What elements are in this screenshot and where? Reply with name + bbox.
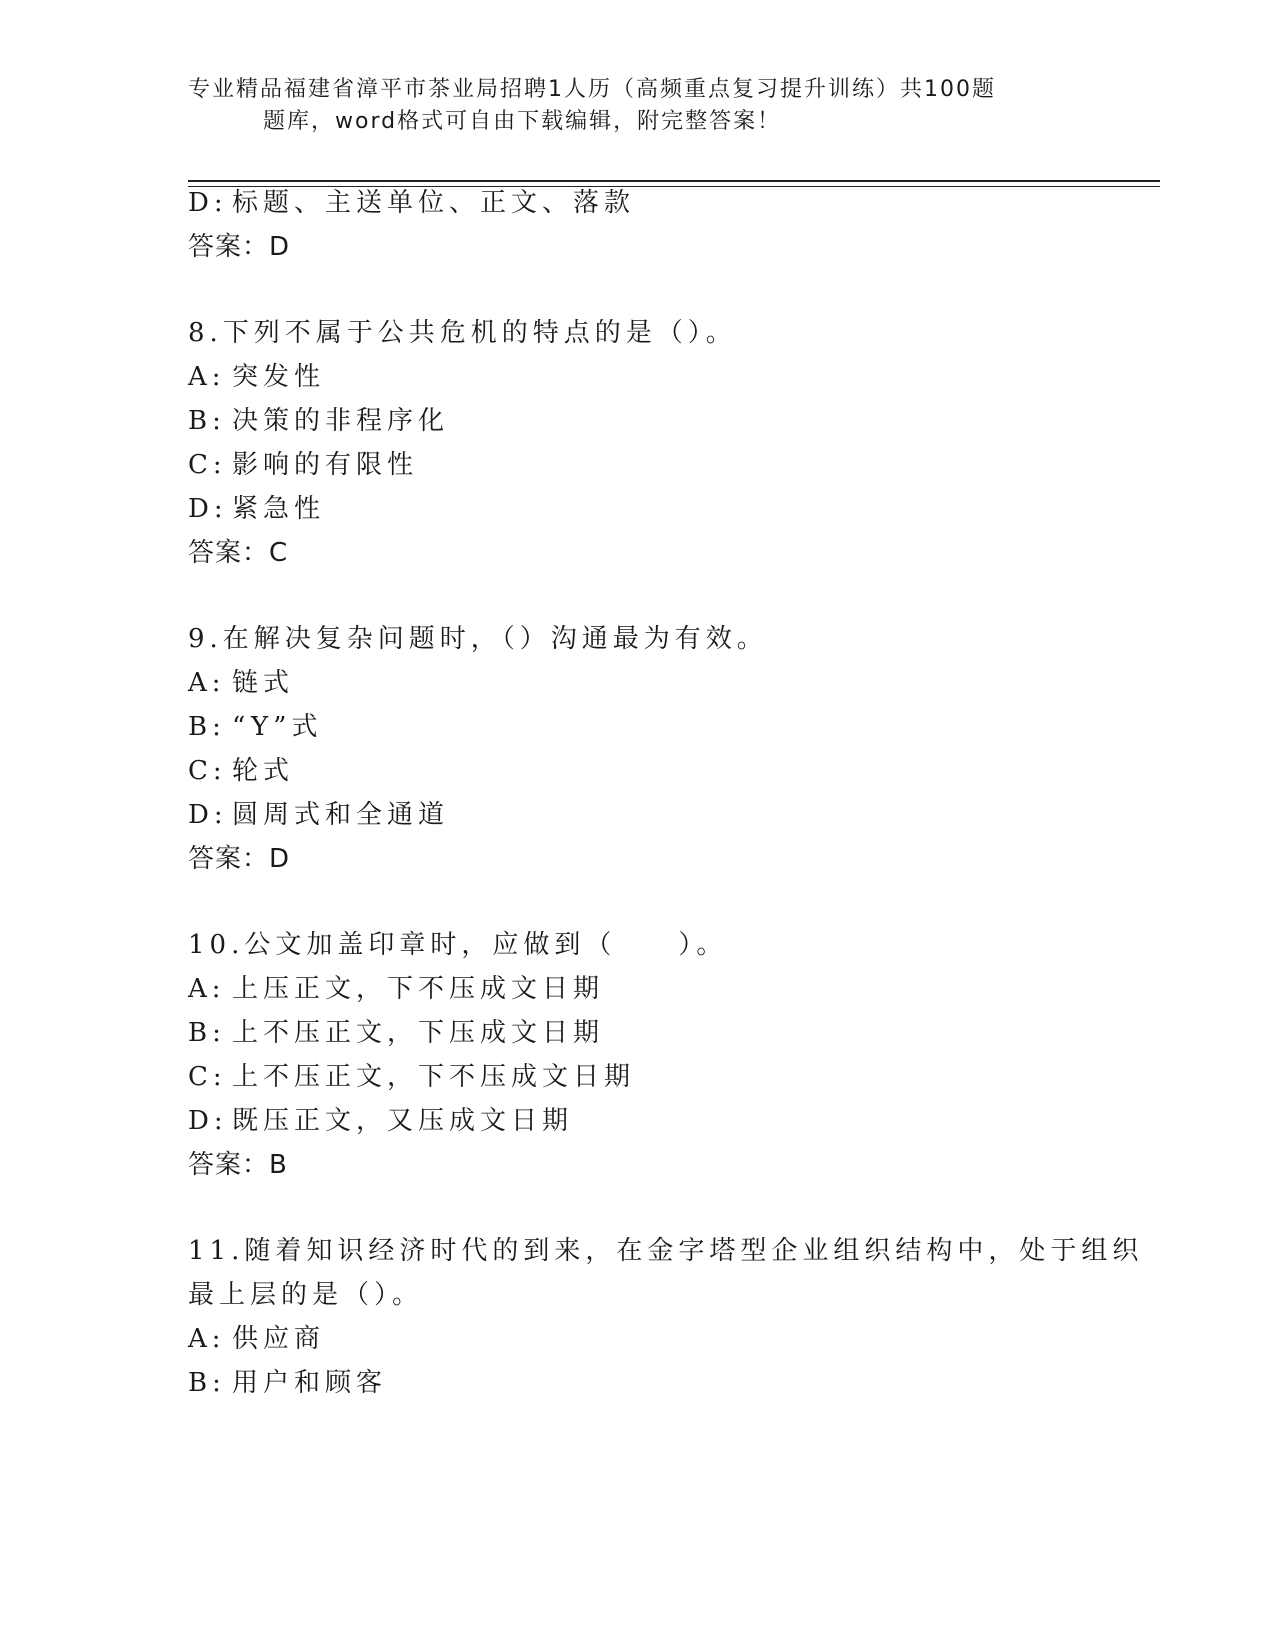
option-b [188,1016,1148,1050]
option-b [188,404,1148,438]
option-d [188,492,1148,526]
option-label: C: [188,756,227,786]
option-d [188,1104,1148,1138]
header-divider-thick [188,180,1160,182]
option-label: A: [188,668,226,698]
document-title-line-2: 题库，word格式可自由下载编辑，附完整答案！ [263,109,782,134]
option-a [188,360,1148,394]
option-text: 标题、主送单位、正文、落款 [232,188,636,218]
option-label: C: [188,1062,227,1092]
option-text: 影响的有限性 [232,450,419,480]
option-label: A: [188,1324,226,1354]
option-d [188,798,1148,832]
option-b [188,710,1148,744]
answer-line: 答案：D [188,844,291,874]
option-text: 决策的非程序化 [232,406,450,436]
question-11-stem-line-2: 最上层的是（）。 [188,1280,424,1310]
option-b [188,1366,1148,1400]
option-label: C: [188,450,227,480]
option-text: 既压正文，又压成文日期 [232,1106,574,1136]
option-label: A: [188,362,226,392]
option-a [188,1322,1148,1356]
question-10-stem: 10.公文加盖印章时，应做到（ ）。 [188,930,728,960]
question-8-stem: 8.下列不属于公共危机的特点的是（）。 [188,318,737,348]
document-title-line-1: 专业精品福建省漳平市茶业局招聘1人历（高频重点复习提升训练）共100题 [188,77,996,102]
option-a [188,666,1148,700]
option-text: 上压正文，下不压成文日期 [232,974,605,1004]
option-text: 圆周式和全通道 [232,800,450,830]
option-text: 用户和顾客 [232,1368,388,1398]
option-label: B: [188,1018,226,1048]
question-9-stem: 9.在解决复杂问题时，（）沟通最为有效。 [188,624,768,654]
option-label: B: [188,406,226,436]
option-text: 上不压正文，下压成文日期 [232,1018,605,1048]
option-text: “Y”式 [232,712,323,742]
answer-line: 答案：D [188,232,291,262]
option-text: 链式 [232,668,295,698]
option-label: B: [188,712,226,742]
option-label: D: [188,1106,228,1136]
answer-line: 答案：B [188,1150,288,1180]
option-c [188,448,1148,482]
question-11-stem-line-1: 11.随着知识经济时代的到来，在金字塔型企业组织结构中，处于组织 [188,1236,1144,1266]
option-text: 紧急性 [232,494,326,524]
option-d [188,186,1148,220]
option-text: 上不压正文，下不压成文日期 [232,1062,636,1092]
option-text: 轮式 [232,756,295,786]
answer-line: 答案：C [188,538,289,568]
option-c [188,1060,1148,1094]
option-label: B: [188,1368,226,1398]
option-c [188,754,1148,788]
option-label: D: [188,494,228,524]
option-text: 突发性 [232,362,326,392]
option-label: D: [188,800,228,830]
option-label: A: [188,974,226,1004]
option-label: D: [188,188,228,218]
option-a [188,972,1148,1006]
option-text: 供应商 [232,1324,326,1354]
